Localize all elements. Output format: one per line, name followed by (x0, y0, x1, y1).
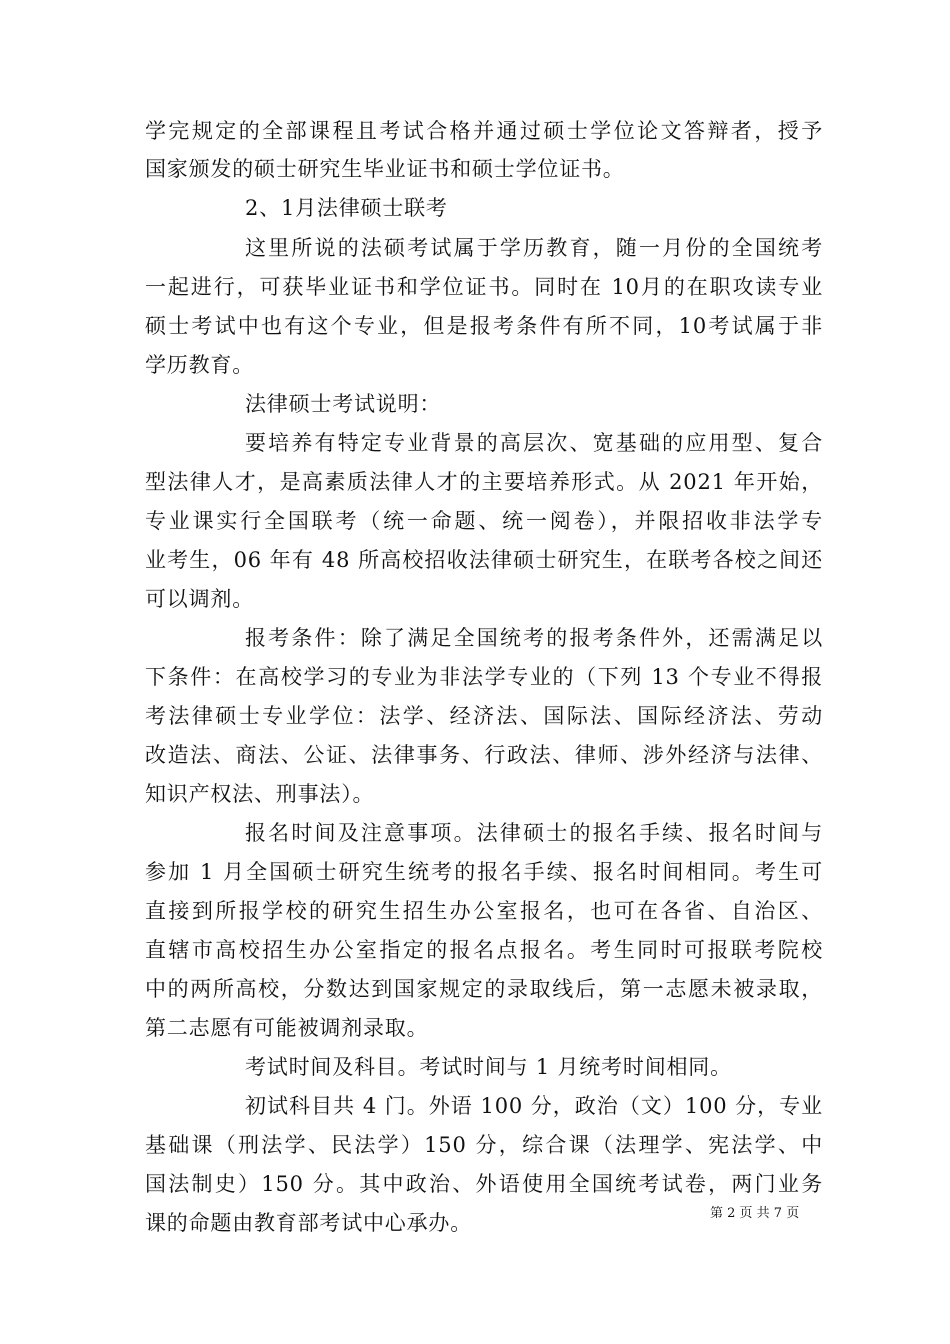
text-line: 专业课实行全国联考（统一命题、统一阅卷），并限招收非法学专 (145, 509, 823, 533)
text-line: 第二志愿有可能被调剂录取。 (145, 1016, 429, 1040)
text-line: 知识产权法、刑事法）。 (145, 782, 375, 806)
text-line: 这里所说的法硕考试属于学历教育，随一月份的全国统考 (245, 236, 823, 260)
text-line: 学历教育。 (145, 353, 254, 377)
text-line: 可以调剂。 (145, 587, 254, 611)
text-line: 国家颁发的硕士研究生毕业证书和硕士学位证书。 (145, 157, 625, 181)
text-line: 课的命题由教育部考试中心承办。 (145, 1211, 472, 1235)
text-line: 下条件：在高校学习的专业为非法学专业的（下列 13 个专业不得报 (145, 665, 823, 689)
text-line: 直辖市高校招生办公室指定的报名点报名。考生同时可报联考院校 (145, 938, 823, 962)
text-line: 直接到所报学校的研究生招生办公室报名，也可在各省、自治区、 (145, 899, 823, 923)
text-line: 考试时间及科目。考试时间与 1 月统考时间相同。 (245, 1055, 732, 1079)
text-line: 报名时间及注意事项。法律硕士的报名手续、报名时间与 (245, 821, 823, 845)
text-line: 改造法、商法、公证、法律事务、行政法、律师、涉外经济与法律、 (145, 743, 823, 767)
text-line: 参加 1 月全国硕士研究生统考的报名手续、报名时间相同。考生可 (145, 860, 823, 884)
text-line: 考法律硕士专业学位：法学、经济法、国际法、国际经济法、劳动 (145, 704, 823, 728)
page-number: 第 2 页 共 7 页 (710, 1206, 800, 1221)
text-line: 国法制史）150 分。其中政治、外语使用全国统考试卷，两门业务 (145, 1172, 823, 1196)
text-line: 硕士考试中也有这个专业，但是报考条件有所不同，10考试属于非 (145, 314, 823, 338)
text-line: 基础课（刑法学、民法学）150 分，综合课（法理学、宪法学、中 (145, 1133, 823, 1157)
text-line: 学完规定的全部课程且考试合格并通过硕士学位论文答辩者，授予 (145, 119, 823, 143)
text-line: 业考生，06 年有 48 所高校招收法律硕士研究生，在联考各校之间还 (145, 548, 823, 572)
text-line: 中的两所高校，分数达到国家规定的录取线后，第一志愿未被录取， (145, 977, 823, 1001)
section-heading: 法律硕士考试说明： (245, 392, 442, 416)
section-heading: 2、1月法律硕士联考 (245, 196, 448, 220)
text-line: 一起进行，可获毕业证书和学位证书。同时在 10月的在职攻读专业 (145, 275, 823, 299)
text-line: 型法律人才，是高素质法律人才的主要培养形式。从 2021 年开始， (145, 470, 823, 494)
text-line: 报考条件：除了满足全国统考的报考条件外，还需满足以 (245, 626, 823, 650)
text-line: 要培养有特定专业背景的高层次、宽基础的应用型、复合 (245, 431, 823, 455)
text-line: 初试科目共 4 门。外语 100 分，政治（文）100 分，专业 (245, 1094, 823, 1118)
